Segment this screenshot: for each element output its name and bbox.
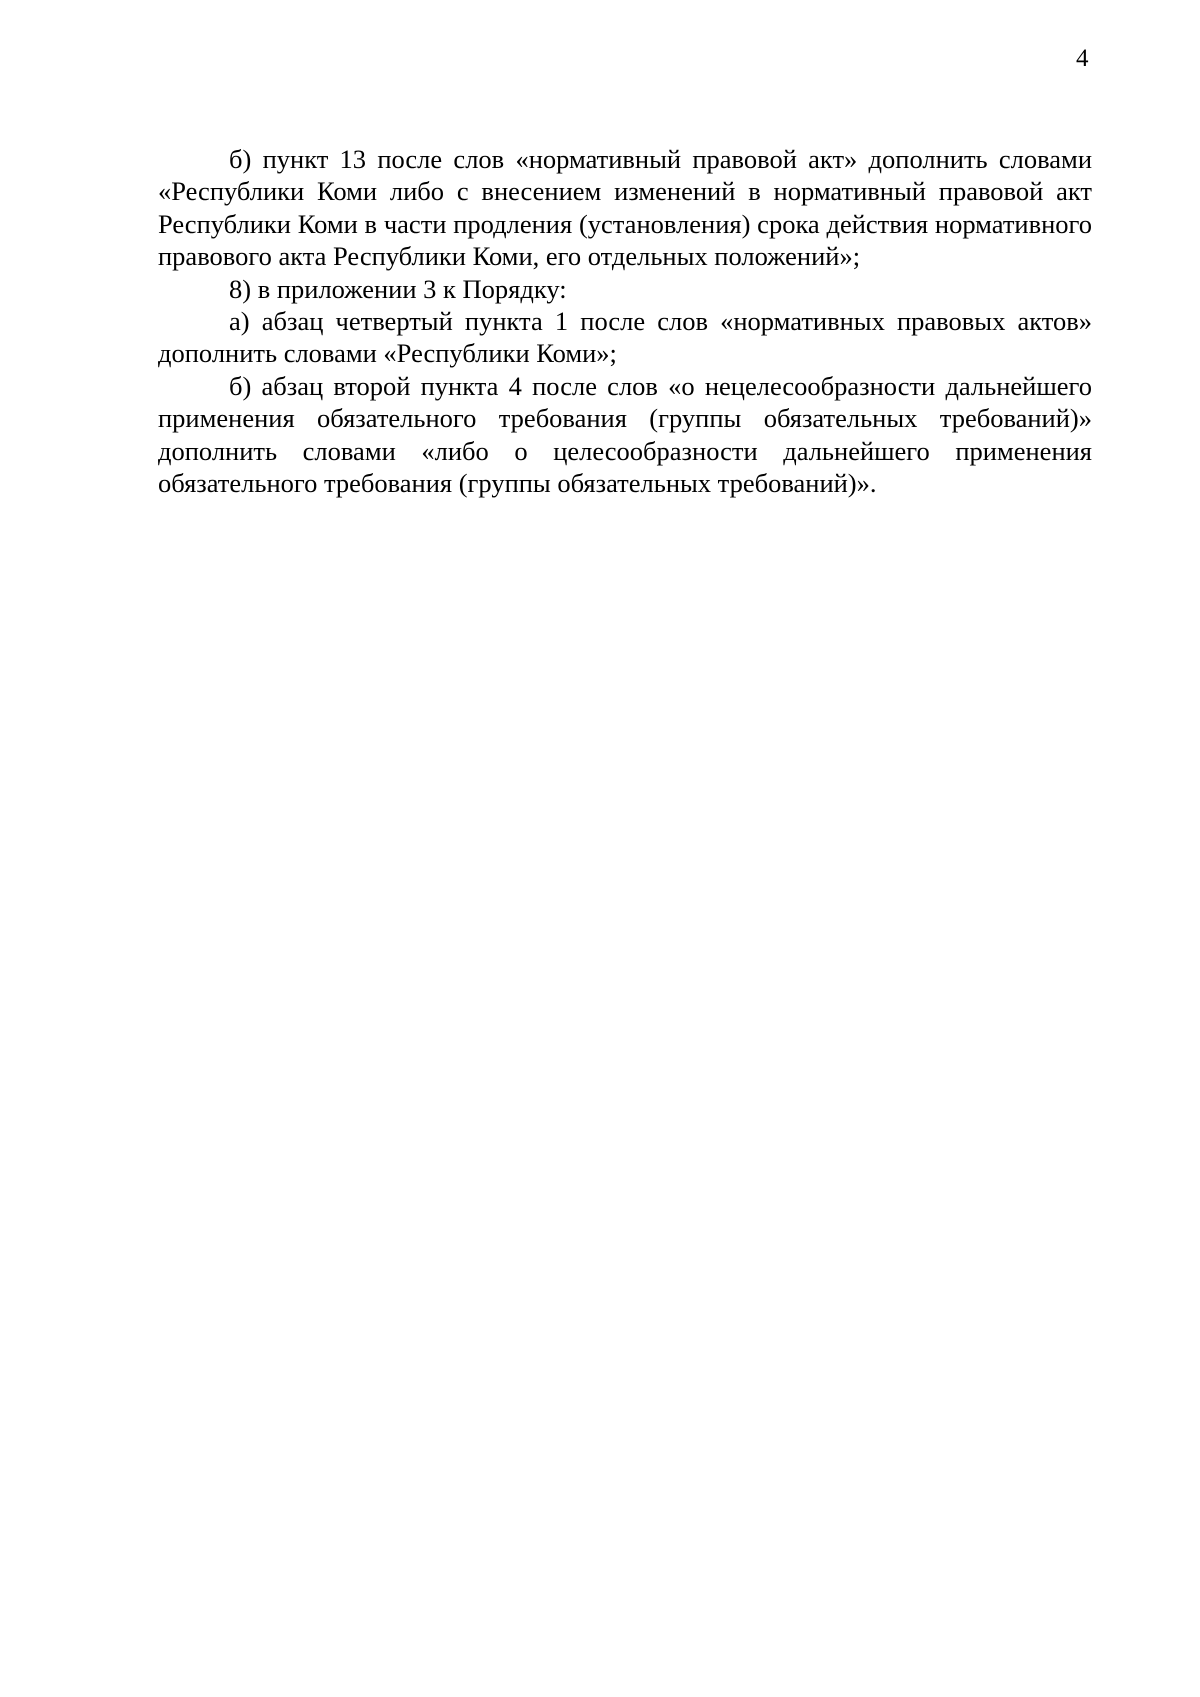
paragraph-b-item-13: б) пункт 13 после слов «нормативный правовой акт» дополнить словами «Республики Коми либо с внесением изменений в нормативный правовой акт Республики Коми в части продления (установления) срока действия нормативного правового акта Республики Коми, его отдельных положений»; bbox=[158, 144, 1092, 272]
document-body bbox=[158, 143, 1092, 499]
paragraph-b-item-4: б) абзац второй пункта 4 после слов «о нецелесообразности дальнейшего применения обязательного требования (группы обязательных требований)» дополнить словами «либо о целесообразности дальнейшего применения обязательного требования (группы обязательных требований)». bbox=[158, 370, 1092, 499]
paragraph-a-item-1: а) абзац четвертый пункта 1 после слов «нормативных правовых актов» дополнить словами «Республики Коми»; bbox=[158, 306, 1092, 369]
paragraph-8-appendix-3: 8) в приложении 3 к Порядку: bbox=[229, 273, 567, 304]
page-number: 4 bbox=[1076, 45, 1089, 72]
